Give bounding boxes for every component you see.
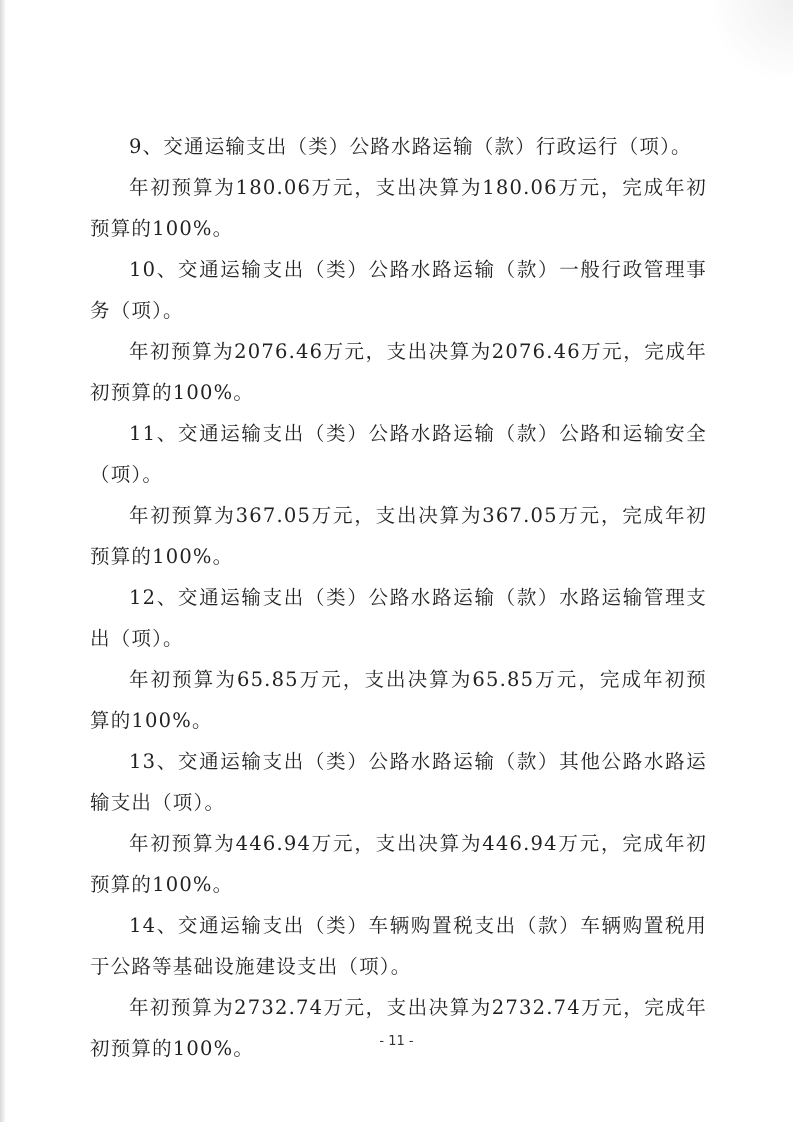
item-11-heading: 11、交通运输支出（类）公路水路运输（款）公路和运输安全（项）。 bbox=[90, 422, 707, 486]
item-13-detail: 年初预算为446.94万元，支出决算为446.94万元，完成年初预算的100%。 bbox=[90, 832, 707, 896]
item-10-heading: 10、交通运输支出（类）公路水路运输（款）一般行政管理事务（项）。 bbox=[90, 258, 707, 322]
item-11-detail: 年初预算为367.05万元，支出决算为367.05万元，完成年初预算的100%。 bbox=[90, 504, 707, 568]
scan-left-edge bbox=[0, 0, 5, 1122]
scan-corner-shadow bbox=[713, 0, 793, 90]
document-body bbox=[90, 126, 707, 1069]
item-14-heading: 14、交通运输支出（类）车辆购置税支出（款）车辆购置税用于公路等基础设施建设支出（项）。 bbox=[90, 914, 707, 978]
item-10-detail: 年初预算为2076.46万元，支出决算为2076.46万元，完成年初预算的100%。 bbox=[90, 340, 707, 404]
item-14-detail: 年初预算为2732.74万元，支出决算为2732.74万元，完成年初预算的100%。 bbox=[90, 996, 707, 1060]
item-9-detail: 年初预算为180.06万元，支出决算为180.06万元，完成年初预算的100%。 bbox=[90, 176, 707, 240]
page-number: - 11 - bbox=[379, 1034, 414, 1049]
item-12-heading: 12、交通运输支出（类）公路水路运输（款）水路运输管理支出（项）。 bbox=[90, 586, 707, 650]
item-9-heading: 9、交通运输支出（类）公路水路运输（款）行政运行（项）。 bbox=[129, 135, 692, 158]
item-13-heading: 13、交通运输支出（类）公路水路运输（款）其他公路水路运输支出（项）。 bbox=[90, 750, 707, 814]
item-12-detail: 年初预算为65.85万元，支出决算为65.85万元，完成年初预算的100%。 bbox=[90, 668, 707, 732]
